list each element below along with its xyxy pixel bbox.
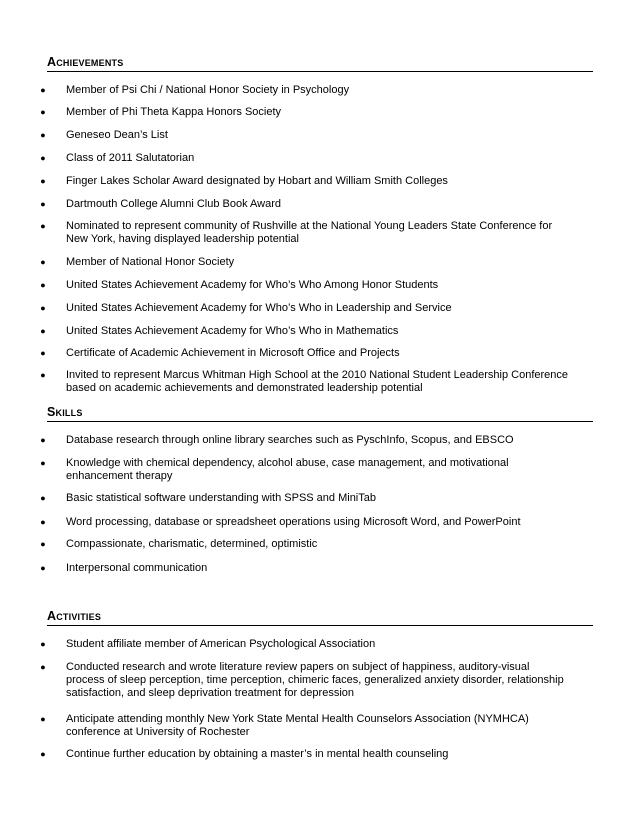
bullet-icon: ●: [40, 370, 46, 380]
list-item: ● Anticipate attending monthly New York State Mental Health Counselors Association (NYMHCA) conference at University of Rochester: [40, 713, 529, 738]
list-item: ● Member of Phi Theta Kappa Honors Society: [40, 106, 282, 118]
list-item: ● Basic statistical software understanding with SPSS and MiniTab: [40, 492, 376, 504]
achievements-section: [40, 55, 593, 394]
list-item: ● Certificate of Academic Achievement in Microsoft Office and Projects: [40, 347, 400, 359]
list-item: ● United States Achievement Academy for Who’s Who Among Honor Students: [40, 279, 439, 291]
achievements-heading: Achievements: [47, 55, 593, 72]
list-item: ● United States Achievement Academy for Who’s Who in Leadership and Service: [40, 302, 452, 314]
list-item: ● Conducted research and wrote literature review papers on subject of happiness, auditory-visual process of sleep perception, time perception, chimeric faces, generalized anxiety disorder, relationship satisfaction, and sleep deprivation treatment for depression: [40, 661, 564, 699]
bullet-icon: ●: [40, 130, 46, 140]
activities-section: [40, 609, 593, 760]
bullet-icon: ●: [40, 85, 46, 95]
bullet-icon: ●: [40, 326, 46, 336]
bullet-icon: ●: [40, 539, 46, 549]
list-item: ● Compassionate, charismatic, determined, optimistic: [40, 538, 318, 550]
list-item: ● Member of Psi Chi / National Honor Society in Psychology: [40, 84, 350, 96]
list-item: ● Class of 2011 Salutatorian: [40, 152, 195, 164]
list-item: ● Member of National Honor Society: [40, 256, 235, 268]
list-item: ● Geneseo Dean’s List: [40, 129, 168, 141]
bullet-icon: ●: [40, 257, 46, 267]
list-item: ● Nominated to represent community of Rushville at the National Young Leaders State Conference for New York, having displayed leadership potential: [40, 220, 553, 245]
list-item: ● Word processing, database or spreadsheet operations using Microsoft Word, and PowerPoint: [40, 516, 521, 528]
bullet-icon: ●: [40, 639, 46, 649]
bullet-icon: ●: [40, 199, 46, 209]
skills-heading: Skills: [47, 405, 593, 422]
bullet-icon: ●: [40, 221, 46, 231]
bullet-icon: ●: [40, 714, 46, 724]
bullet-icon: ●: [40, 563, 46, 573]
bullet-icon: ●: [40, 153, 46, 163]
skills-section: [40, 405, 593, 574]
list-item: ● Student affiliate member of American Psychological Association: [40, 638, 376, 650]
list-item: ● Interpersonal communication: [40, 562, 208, 574]
bullet-icon: ●: [40, 493, 46, 503]
list-item: ● Database research through online library searches such as PyschInfo, Scopus, and EBSCO: [40, 434, 514, 446]
list-item: ● United States Achievement Academy for Who’s Who in Mathematics: [40, 325, 399, 337]
bullet-icon: ●: [40, 176, 46, 186]
list-item: ● Continue further education by obtaining a master’s in mental health counseling: [40, 748, 449, 760]
bullet-icon: ●: [40, 348, 46, 358]
bullet-icon: ●: [40, 517, 46, 527]
bullet-icon: ●: [40, 662, 46, 672]
list-item: ● Invited to represent Marcus Whitman High School at the 2010 National Student Leadership Conference based on academic achievements and demonstrated leadership potential: [40, 369, 569, 394]
bullet-icon: ●: [40, 280, 46, 290]
bullet-icon: ●: [40, 303, 46, 313]
list-item: ● Finger Lakes Scholar Award designated by Hobart and William Smith Colleges: [40, 175, 448, 187]
list-item: ● Dartmouth College Alumni Club Book Award: [40, 198, 282, 210]
bullet-icon: ●: [40, 749, 46, 759]
bullet-icon: ●: [40, 435, 46, 445]
list-item: ● Knowledge with chemical dependency, alcohol abuse, case management, and motivational enhancement therapy: [40, 457, 509, 482]
bullet-icon: ●: [40, 107, 46, 117]
bullet-icon: ●: [40, 458, 46, 468]
activities-heading: Activities: [47, 609, 593, 626]
